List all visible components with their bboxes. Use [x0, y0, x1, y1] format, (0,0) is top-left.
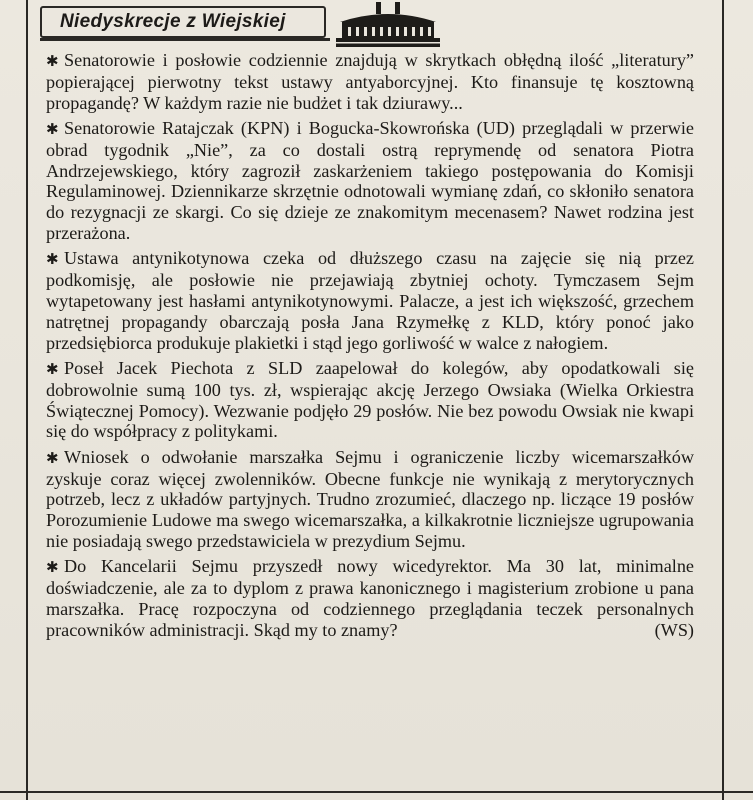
asterisk-icon: ✱ — [46, 558, 59, 577]
news-item-text: Senatorowie i posłowie codziennie znajdują w skrytkach obłędną ilość „literatury” popierającej pierwotny tekst ustawy antyaborcyjnej. Kto finansuje tę kosztowną propagandę? W każdym razie nie budżet i tak dziurawy... — [46, 50, 694, 113]
news-item — [46, 50, 694, 113]
right-column-rule — [722, 0, 724, 800]
column-title: Niedyskrecje z Wiejskiej — [60, 11, 286, 32]
asterisk-icon: ✱ — [46, 52, 59, 70]
news-item-text: Do Kancelarii Sejmu przyszedł nowy wicedyrektor. Ma 30 lat, minimalne doświadczenie, ale za to dyplom z prawa kanonicznego i magisterium zrobione u pana marszałka. Pracę rozpoczyna od codziennego przeglądania teczek personalnych pracowników administracji. Skąd my to znamy? — [46, 556, 694, 640]
news-item — [46, 358, 694, 442]
news-item — [46, 118, 694, 244]
news-item — [46, 556, 694, 640]
sejm-building-icon — [334, 0, 442, 50]
news-item-text: Senatorowie Ratajczak (KPN) i Bogucka-Skowrońska (UD) przeglądali w przerwie obrad tygodnik „Nie”, za co dostali ostrą reprymendę od senatora Piotra Andrzejewskiego, który zagroził zaskarżeniem takiego postępowania do Komisji Regulaminowej. Dziennikarze skrzętnie odnotowali wymianę zdań, co skłoniło senatora do rezygnacji ze skargi. Co się dzieje ze znakomitym mecenasem? Nawet rodzina jest przerażona. — [46, 117, 694, 243]
news-item-text: Wniosek o odwołanie marszałka Sejmu i ograniczenie liczby wicemarszałków zyskuje coraz więcej zwolenników. Obecne funkcje nie wynikają z merytorycznych potrzeb, lecz z układów partyjnych. Trudno zrozumieć, dlaczego np. liczące 19 posłów Porozumienie Ludowe ma swego wicemarszałka, a kilkakrotnie liczniejsze ugrupowania nie posiadają swego przedstawiciela w prezydium Sejmu. — [46, 446, 694, 551]
news-item-text: Ustawa antynikotynowa czeka od dłuższego czasu na zajęcie się nią przez podkomisję, ale posłowie nie przejawiają zbytniej ochoty. Tymczasem Sejm wytapetowany jest hasłami antynikotynowymi. Palacze, a jest ich większość, grzechem natrętnej propagandy obarczają posła Jana Rzymełkę z KLD, który ponoć jako przedsiębiorca produkuje plakietki i stąd jego gorliwość w walce z nałogiem. — [46, 248, 694, 353]
asterisk-icon: ✱ — [46, 448, 59, 467]
news-item — [46, 447, 694, 552]
left-column-rule — [26, 0, 28, 800]
asterisk-icon: ✱ — [46, 119, 59, 138]
bottom-rule — [0, 791, 753, 793]
author-signature: (WS) — [654, 619, 694, 640]
column-header — [40, 6, 328, 40]
asterisk-icon: ✱ — [46, 250, 59, 269]
news-item — [46, 248, 694, 353]
asterisk-icon: ✱ — [46, 359, 59, 378]
header-underline — [40, 38, 330, 41]
news-item-text: Poseł Jacek Piechota z SLD zaapelował do kolegów, aby opodatkowali się dobrowolnie sumą 100 tys. zł, wspierając akcję Jerzego Owsiaka (Wielka Orkiestra Świątecznej Pomocy). Wezwanie podjęło 29 posłów. Nie bez powodu Owsiak nie kwapi się do współpracy z politykami. — [46, 357, 694, 442]
header-frame — [40, 6, 326, 38]
article-body — [46, 50, 694, 640]
